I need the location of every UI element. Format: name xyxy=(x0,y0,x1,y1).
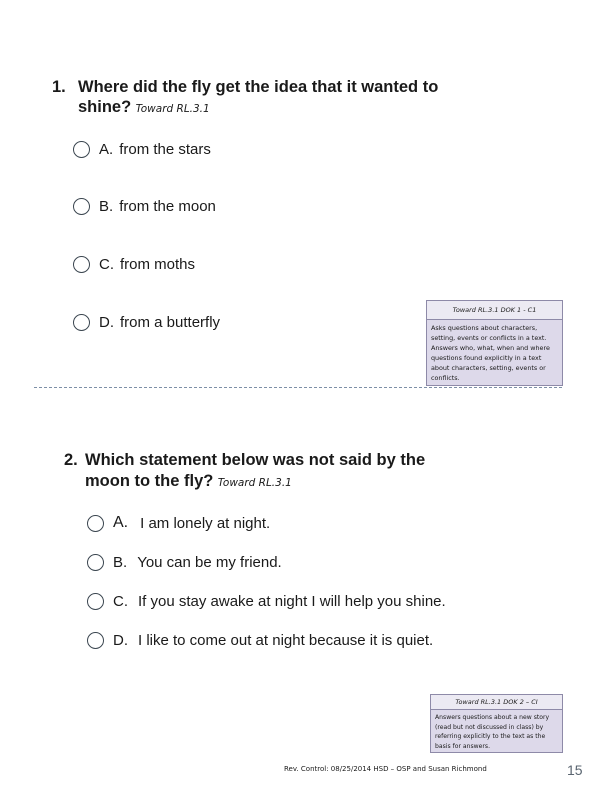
question-2-line2: moon to the fly? xyxy=(85,472,214,490)
option-letter: B. xyxy=(99,197,114,215)
radio-button[interactable] xyxy=(87,515,104,532)
option-letter: A. xyxy=(113,514,129,531)
option-letter: D. xyxy=(113,631,128,649)
option-letter: A. xyxy=(99,140,114,158)
option-text: I am lonely at night. xyxy=(140,514,271,532)
question-2-line2-row xyxy=(85,471,292,491)
dok-info-body: Answers questions about a new story (read but not discussed in class) by referring explicitly to the text as the basis for answers. xyxy=(435,714,550,750)
q1-option-c[interactable] xyxy=(73,253,195,275)
option-text: I like to come out at night because it is quiet. xyxy=(138,631,434,649)
footer-revision: Rev. Control: 08/25/2014 HSD – OSP and Susan Richmond xyxy=(284,765,487,773)
section-divider xyxy=(34,387,562,388)
question-2-number: 2. xyxy=(64,451,78,469)
q2-option-b[interactable] xyxy=(87,551,282,573)
q2-option-c[interactable] xyxy=(87,590,446,612)
radio-button[interactable] xyxy=(87,554,104,571)
q1-option-b[interactable] xyxy=(73,195,216,217)
q2-option-a[interactable] xyxy=(87,512,270,534)
dok-info-header: Toward RL.3.1 DOK 1 - C1 xyxy=(427,301,562,320)
option-text: You can be my friend. xyxy=(137,553,282,571)
dok-info-header: Toward RL.3.1 DOK 2 – CI xyxy=(431,695,562,710)
radio-button[interactable] xyxy=(87,593,104,610)
option-text: from the moon xyxy=(119,197,216,215)
q1-option-a[interactable] xyxy=(73,138,211,160)
question-1-line1: Where did the fly get the idea that it wanted to xyxy=(78,78,439,96)
dok-info-box xyxy=(426,300,563,386)
option-letter: B. xyxy=(113,553,128,571)
question-1-standard: Toward RL.3.1 xyxy=(135,103,210,115)
question-1-line2-row xyxy=(78,97,210,117)
option-text: from moths xyxy=(120,255,196,273)
option-letter: C. xyxy=(99,255,114,273)
q1-option-d[interactable] xyxy=(73,311,220,333)
q2-option-d[interactable] xyxy=(87,629,433,651)
dok-info-body: Asks questions about characters, setting, events or conflicts in a text. Answers who, what, when and where questions found explicitly in a text about characters, setting, events or conflicts. xyxy=(431,324,550,382)
option-text: from a butterfly xyxy=(120,313,221,331)
option-letter: C. xyxy=(113,592,128,610)
option-letter: D. xyxy=(99,313,114,331)
radio-button[interactable] xyxy=(73,141,90,158)
question-2-standard: Toward RL.3.1 xyxy=(217,477,292,489)
dok-info-box xyxy=(430,694,563,753)
radio-button[interactable] xyxy=(87,632,104,649)
radio-button[interactable] xyxy=(73,314,90,331)
question-2-line1: Which statement below was not said by the xyxy=(85,451,426,469)
option-text: If you stay awake at night I will help you shine. xyxy=(138,592,446,610)
radio-button[interactable] xyxy=(73,256,90,273)
question-1-line2: shine? xyxy=(78,98,132,116)
radio-button[interactable] xyxy=(73,198,90,215)
page-number: 15 xyxy=(567,762,583,778)
option-text: from the stars xyxy=(119,140,211,158)
question-1-number: 1. xyxy=(52,78,66,96)
